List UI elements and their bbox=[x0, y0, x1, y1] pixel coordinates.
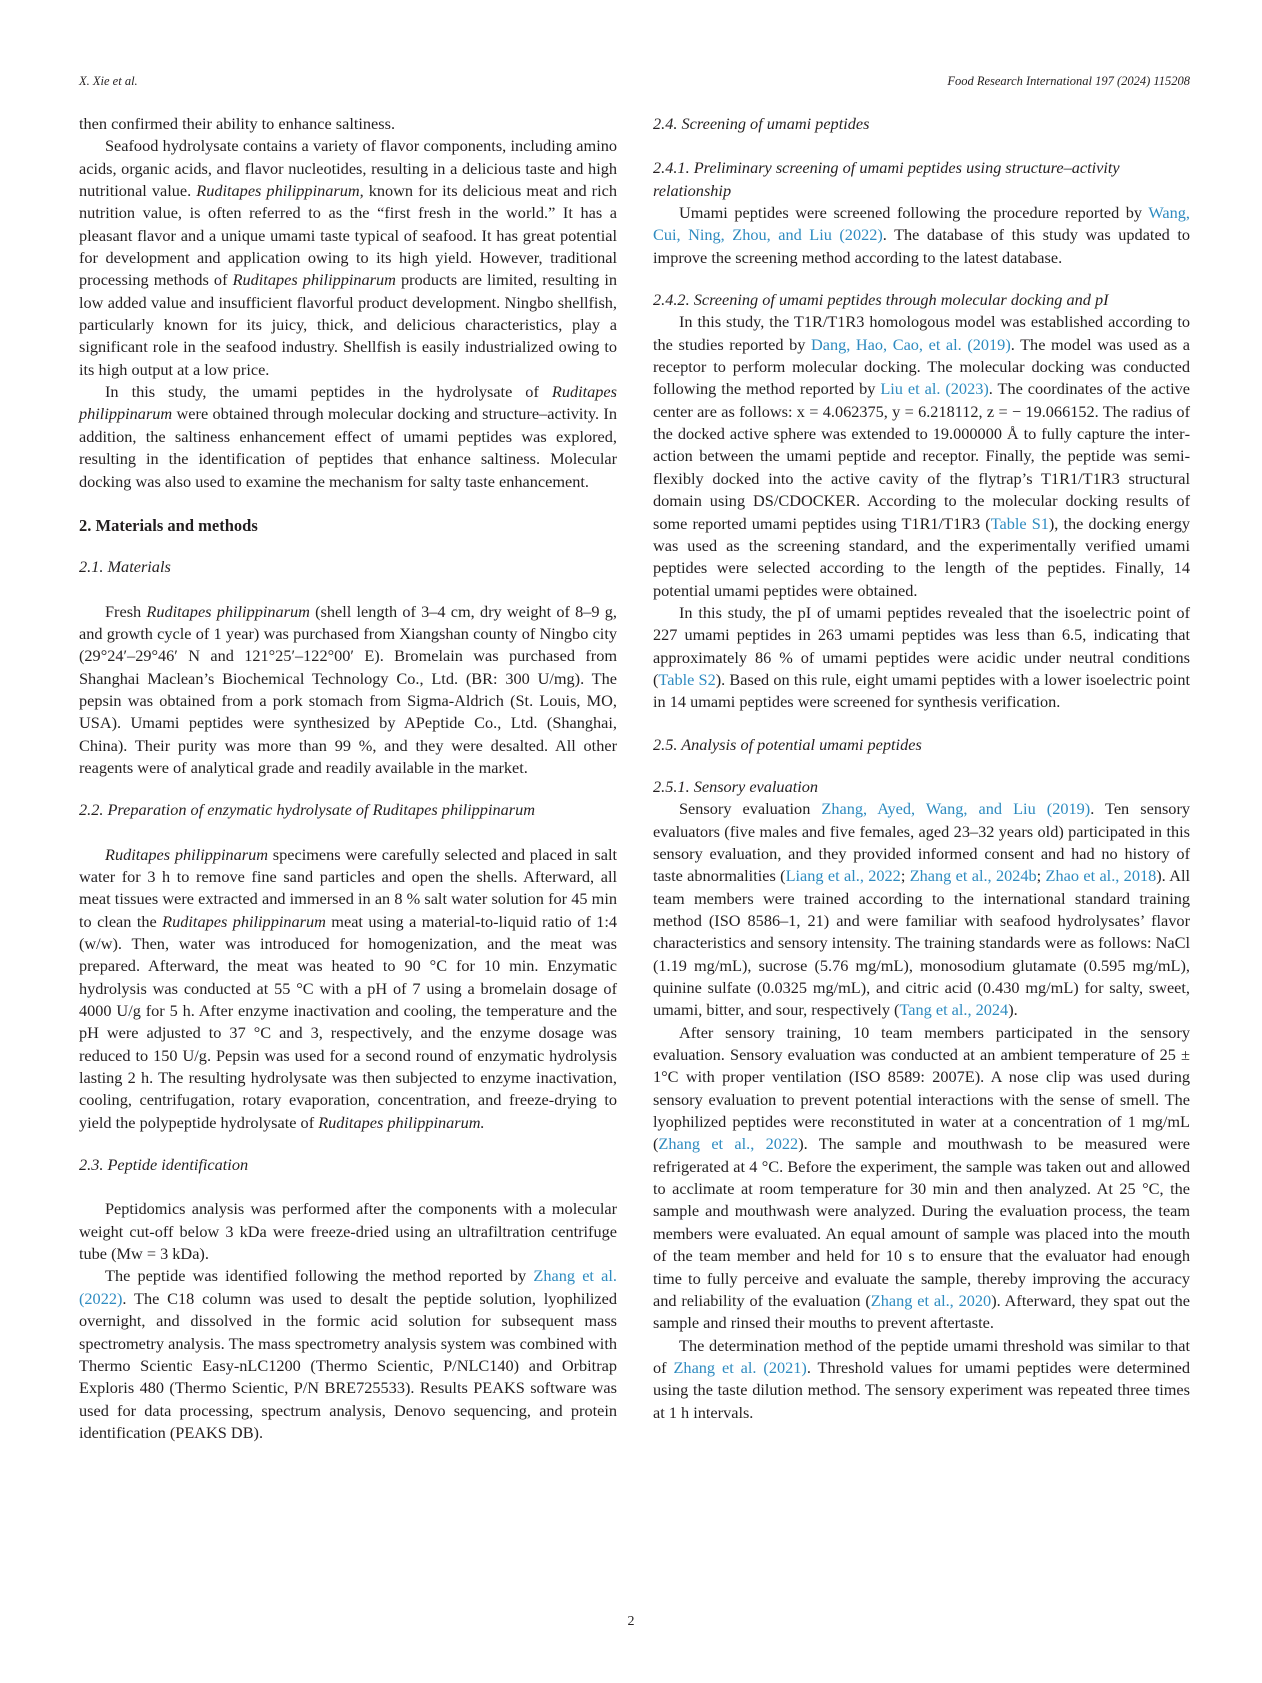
citation-link[interactable]: Zhang, Ayed, Wang, and Liu (2019) bbox=[821, 799, 1091, 819]
text: Sensory evaluation bbox=[679, 799, 822, 819]
text: In this study, the T1R/T1R3 homologous model was established according to the studies reported by bbox=[653, 312, 1190, 354]
text: ). All team members were trained according to the international standard training method (ISO 8586–1, 21) and were familiar with seafood hydrolysates’ flavor characteristics and sensory intensity. The training standards were as follows: NaCl (1.19 mg/mL), sucrose (5.76 mg/mL), monosodium glutamate (0.595 mg/mL), quinine sulfate (0.0325 mg/mL), and citric acid (0.430 mg/mL) for salty, sweet, umami, bitter, and sour, respectively ( bbox=[653, 866, 1190, 1020]
subsubsection-heading-molecular-docking: 2.4.2. Screening of umami peptides through molecular docking and pI bbox=[653, 290, 1109, 310]
paragraph-continued: then confirmed their ability to enhance saltiness. bbox=[79, 114, 396, 133]
text: . Threshold values for umami peptides were determined using the taste dilution method. The sensory experiment was repeated three times at 1 h intervals. bbox=[653, 1357, 1190, 1422]
text: In this study, the pI of umami peptides revealed that the isoelectric point of 227 umami peptides in 263 umami peptides was less than 6.5, indicating that approximately 86 % of umami peptides were acidic under neutral conditions ( bbox=[653, 602, 1190, 689]
text: . The C18 column was used to desalt the peptide solution, lyophilized overnight, and dissolved in the formic acid solution for subsequent mass spectrometry analysis. The mass spectrometry analysis system was combined with Thermo Scientic Easy-nLC1200 (Thermo Scientic, P/NLC140) and Orbitrap Exploris 480 (Thermo Scientic, P/N BRE725533). Results PEAKS software was used for data processing, spectrum analysis, Denovo sequencing, and protein identification (PEAKS DB). bbox=[79, 1288, 617, 1442]
paragraph-preparation bbox=[79, 844, 617, 1134]
species-name: Ruditapes philippinarum. bbox=[318, 1112, 485, 1132]
species-name: Ruditapes philippinarum bbox=[79, 382, 617, 424]
text: ; bbox=[900, 866, 910, 886]
species-name: Ruditapes philippinarum, bbox=[196, 181, 364, 201]
text: Umami peptides were screened following the procedure reported by bbox=[679, 203, 1149, 223]
paragraph-umami-threshold bbox=[653, 1335, 1190, 1424]
text: Fresh bbox=[105, 601, 147, 621]
text: After sensory training, 10 team members participated in the sensory evaluation. Sensory evaluation was conducted at an ambient temperature of 25 ± 1°C with proper ventilation (ISO 8589: 2007E). A nose clip was used during sensory evaluation to prevent potential interactions with the sense of smell. The lyophilized peptides were reconstituted in water at a concentration of 1 mg/mL ( bbox=[653, 1022, 1190, 1154]
citation-link[interactable]: Wang, Cui, Ning, Zhou, and Liu (2022) bbox=[653, 203, 1190, 245]
text: were obtained through molecular docking and structure–activity. In addition, the saltiness enhancement effect of umami peptides was explored, resulting in the identification of peptides that enhance saltiness. Molecular docking was also used to examine the mechanism for salty taste enhancement. bbox=[79, 404, 617, 491]
text: ). The sample and mouthwash to be measured were refrigerated at 4 °C. Before the experiment, the sample was taken out and allowed to acclimate at room temperature for 30 min and then analyzed. At 25 °C, the sample and mouthwash were analyzed. During the evaluation process, the team members were evaluated. An equal amount of sample was placed into the mouth of the team member and held for 10 s to ensure that the evaluator had enough time to fully perceive and evaluate the sample, thereby improving the accuracy and reliability of the evaluation ( bbox=[653, 1134, 1190, 1310]
citation-link[interactable]: Liang et al., 2022 bbox=[785, 866, 901, 886]
subsection-heading-screening: 2.4. Screening of umami peptides bbox=[653, 114, 870, 133]
citation-link[interactable]: Zhang et al. (2021) bbox=[673, 1357, 807, 1377]
paragraph-preliminary-screening bbox=[653, 202, 1190, 269]
citation-link[interactable]: Tang et al., 2024 bbox=[899, 1000, 1009, 1020]
text: meat using a material-to-liquid ratio of 1:4 (w/w). Then, water was introduced for homogenization, and the meat was prepared. Afterward, the meat was heated to 90 °C for 10 min. Enzymatic hydrolysis was conducted at 55 °C with a pH of 7 using a bromelain dosage of 4000 U/g for 5 h. After enzyme inactivation and cooling, the temperature and the pH were adjusted to 37 °C and 3, respectively, and the enzyme dosage was reduced to 150 U/g. Pepsin was used for a second round of enzymatic hydrolysis lasting 2 h. The resulting hydrolysate was then subjected to enzyme inactivation, cooling, centrifugation, rotary evaporation, concentration, and freeze-drying to yield the polypeptide hydrolysate of bbox=[79, 911, 618, 1132]
text: . Ten sensory evaluators (five males and five females, aged 23–32 years old) participated in this sensory evaluation, and they provided informed consent and had no history of taste abnormalities ( bbox=[653, 799, 1191, 886]
paragraph-sensory-procedure bbox=[653, 1022, 1190, 1335]
paragraph-study-aim bbox=[79, 381, 617, 493]
text: known for its delicious meat and rich nutrition value, is often referred to as the “first fresh in the world.” It has a pleasant flavor and a unique umami taste typical of seafood. It has great potential for development and application owing to its high yield. However, traditional processing methods of bbox=[79, 181, 617, 290]
text: ). bbox=[1008, 1000, 1018, 1020]
paragraph-isoelectric-point bbox=[653, 602, 1190, 714]
subsection-heading-analysis: 2.5. Analysis of potential umami peptides bbox=[653, 734, 922, 754]
paragraph-peptidomics: Peptidomics analysis was performed after the components with a molecular weight cut-off below 3 kDa were freeze-dried using an ultrafiltration centrifuge tube (Mw = 3 kDa). bbox=[79, 1199, 617, 1264]
text: (shell length of 3–4 cm, dry weight of 8–9 g, and growth cycle of 1 year) was purchased from Xiangshan county of Ningbo city (29°24′–29°46′ N and 121°25′–122°00′ E). Bromelain was purchased from Shanghai Maclean’s Biochemical Technology Co., Ltd. (BR: 300 U/mg). The pepsin was obtained from a pork stomach from Sigma-Aldrich (St. Louis, MO, USA). Umami peptides were synthesized by APeptide Co., Ltd. (Shanghai, China). Their purity was more than 99 %, and they were desalted. All other reagents were of analytical grade and readily available in the market. bbox=[79, 601, 617, 777]
citation-link[interactable]: Zhang et al. (2022) bbox=[79, 1266, 617, 1308]
citation-link[interactable]: Liu et al. (2023) bbox=[880, 379, 989, 399]
table-link[interactable]: Table S2 bbox=[658, 669, 716, 689]
page-number: 2 bbox=[627, 1614, 635, 1629]
text: ), the docking energy was used as the screening standard, and the experimentally verified umami peptides were selected according to the length of the peptides. Finally, 14 potential umami peptides were obtained. bbox=[653, 513, 1190, 600]
subsection-heading-materials: 2.1. Materials bbox=[79, 557, 171, 577]
paragraph-peptide-identified bbox=[79, 1265, 617, 1444]
species-name: Ruditapes philippinarum bbox=[162, 911, 326, 931]
text: ). Afterward, they spat out the sample and rinsed their mouths to prevent aftertaste. bbox=[653, 1290, 1191, 1333]
running-head-authors: X. Xie et al. bbox=[79, 74, 138, 88]
citation-link[interactable]: Zhang et al., 2024b bbox=[909, 866, 1037, 886]
subsection-heading-preparation: 2.2. Preparation of enzymatic hydrolysate of Ruditapes philippinarum bbox=[79, 800, 535, 820]
text: The determination method of the peptide umami threshold was similar to that of bbox=[653, 1335, 1190, 1377]
citation-link[interactable]: Zhang et al., 2022 bbox=[658, 1134, 799, 1154]
running-head-journal: Food Research International 197 (2024) 115208 bbox=[947, 74, 1190, 88]
paragraph-sensory-evaluation bbox=[653, 798, 1190, 1021]
paragraph-seafood-hydrolysate bbox=[79, 135, 617, 381]
right-column bbox=[653, 113, 1190, 1424]
left-column bbox=[79, 113, 617, 1444]
text: ). Based on this rule, eight umami peptides with a lower isoelectric point in 14 umami peptides were screened for synthesis verification. bbox=[653, 669, 1190, 712]
paragraph-molecular-docking bbox=[653, 311, 1190, 601]
subsubsection-heading-sensory-evaluation: 2.5.1. Sensory evaluation bbox=[653, 776, 819, 796]
citation-link[interactable]: Dang, Hao, Cao, et al. (2019) bbox=[811, 334, 1011, 354]
text: products are limited, resulting in low added value and insufficient flavorful product development. Ningbo shellfish, particularly known for its juicy, thick, and delicious characteristics, play a significant role in the seafood industry. Shellfish is easily industrialized owing to its high output at a low price. bbox=[79, 270, 618, 379]
text: Seafood hydrolysate contains a variety of flavor components, including amino acids, organic acids, and flavor nucleotides, resulting in a delicious taste and high nutritional value. bbox=[79, 136, 617, 201]
subsection-heading-peptide-identification: 2.3. Peptide identification bbox=[79, 1155, 249, 1175]
text: In this study, the umami peptides in the hydrolysate of bbox=[105, 382, 552, 402]
section-heading-materials-methods: 2. Materials and methods bbox=[79, 515, 258, 535]
species-name: Ruditapes philippinarum bbox=[232, 270, 396, 290]
table-link[interactable]: Table S1 bbox=[990, 513, 1049, 533]
text: specimens were carefully selected and placed in salt water for 3 h to remove fine sand particles and open the shells. Afterward, all meat tissues were extracted and immersed in an 8 % salt water solution for 45 min to clean the bbox=[79, 844, 618, 931]
species-name: Ruditapes philippinarum bbox=[146, 601, 310, 621]
citation-link[interactable]: Zhang et al., 2020 bbox=[870, 1290, 992, 1310]
text: . The database of this study was updated to improve the screening method according to the latest database. bbox=[653, 225, 1190, 267]
citation-link[interactable]: Zhao et al., 2018 bbox=[1045, 866, 1157, 886]
species-name: Ruditapes philippinarum bbox=[105, 844, 269, 864]
subsubsection-heading-preliminary-screening: 2.4.1. Preliminary screening of umami peptides using structure–activity relationship bbox=[653, 158, 1120, 200]
paragraph-materials bbox=[79, 601, 617, 780]
text: . The coordinates of the active center are as follows: x = 4.062375, y = 6.218112, z = − 19.066152. The radius of the docked active sphere was extended to 19.000000 Å to fully capture the interaction between the umami peptide and receptor. Finally, the peptide was semi-flexibly docked into the active cavity of the flytrap’s T1R1/T1R3 structural domain using DS/CDOCKER. According to the molecular docking results of some reported umami peptides using T1R1/T1R3 ( bbox=[653, 379, 1190, 533]
text: . The model was used as a receptor to perform molecular docking. The molecular docking was conducted following the method reported by bbox=[653, 334, 1191, 399]
text: ; bbox=[1036, 866, 1046, 886]
text: The peptide was identified following the method reported by bbox=[105, 1266, 534, 1286]
